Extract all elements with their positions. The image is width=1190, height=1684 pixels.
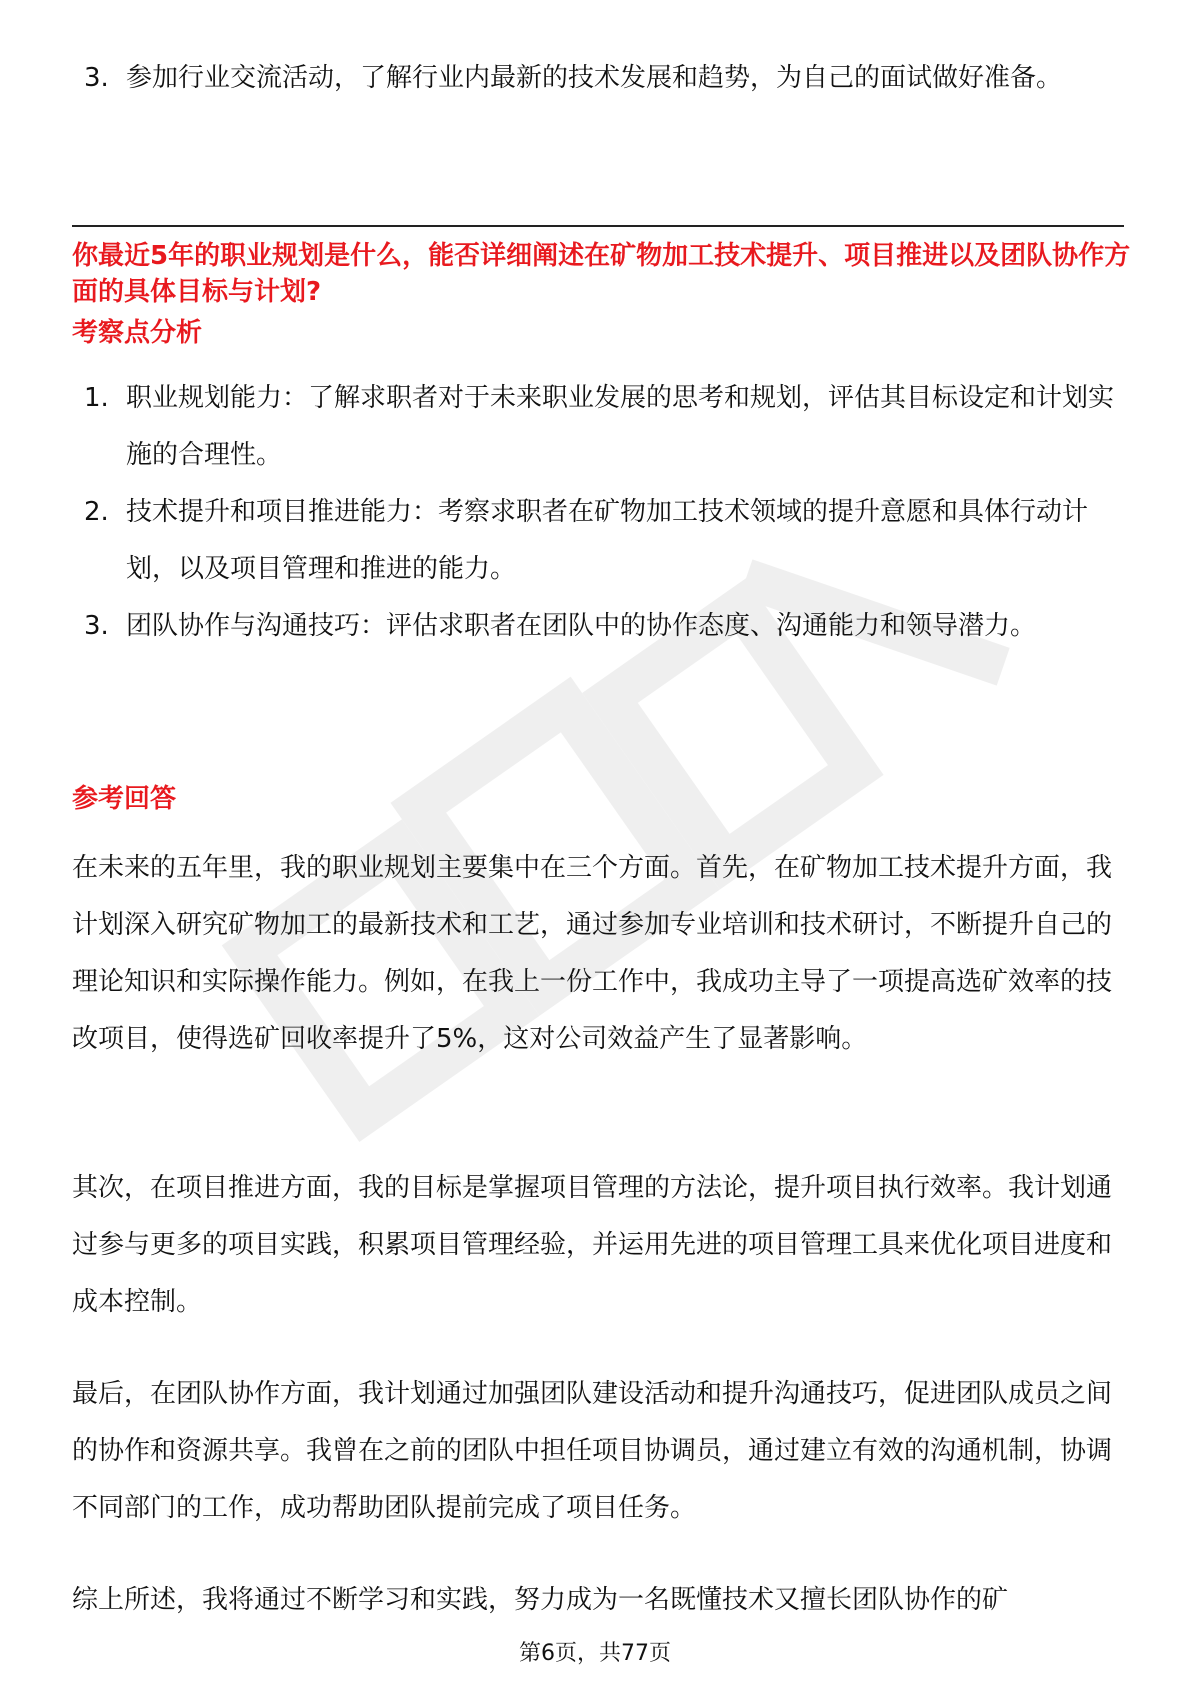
- answer-paragraph: 最后，在团队协作方面，我计划通过加强团队建设活动和提升沟通技巧，促进团队成员之间的协作和资源共享。我曾在之前的团队中担任项目协调员，通过建立有效的沟通机制，协调不同部门的工作，成功帮助团队提前完成了项目任务。: [72, 1379, 1113, 1523]
- answer-paragraph: 在未来的五年里，我的职业规划主要集中在三个方面。首先，在矿物加工技术提升方面，我计划深入研究矿物加工的最新技术和工艺，通过参加专业培训和技术研讨，不断提升自己的理论知识和实际操作能力。例如，在我上一份工作中，我成功主导了一项提高选矿效率的技改项目，使得选矿回收率提升了5%，这对公司效益产生了显著影响。: [72, 853, 1113, 1054]
- list-item-text: 技术提升和项目推进能力：考察求职者在矿物加工技术领域的提升意愿和具体行动计划，以及项目管理和推进的能力。: [126, 497, 1089, 584]
- list-item: [84, 598, 1124, 655]
- list-item-number: 2.: [84, 497, 109, 527]
- question-heading: 你最近5年的职业规划是什么，能否详细阐述在矿物加工技术提升、项目推进以及团队协作方面的具体目标与计划?: [72, 241, 1131, 307]
- list-item-text: 参加行业交流活动，了解行业内最新的技术发展和趋势，为自己的面试做好准备。: [126, 63, 1063, 93]
- analysis-title: 考察点分析: [72, 318, 203, 348]
- list-item-number: 3.: [84, 63, 109, 93]
- page-number: 第6页，共77页: [519, 1641, 671, 1666]
- section-divider: [72, 225, 1124, 227]
- list-item: [84, 484, 1124, 598]
- answer-paragraph: 其次，在项目推进方面，我的目标是掌握项目管理的方法论，提升项目执行效率。我计划通过参与更多的项目实践，积累项目管理经验，并运用先进的项目管理工具来优化项目进度和成本控制。: [72, 1173, 1113, 1317]
- answer-paragraph: 综上所述，我将通过不断学习和实践，努力成为一名既懂技术又擅长团队协作的矿: [72, 1585, 1009, 1615]
- list-item-text: 团队协作与沟通技巧：评估求职者在团队中的协作态度、沟通能力和领导潜力。: [126, 611, 1037, 641]
- list-item-number: 1.: [84, 383, 109, 413]
- list-item: [84, 50, 1124, 107]
- list-item: [84, 370, 1124, 484]
- top-list: [84, 50, 1124, 107]
- analysis-list: [84, 370, 1124, 655]
- list-item-text: 职业规划能力：了解求职者对于未来职业发展的思考和规划，评估其目标设定和计划实施的合理性。: [126, 383, 1115, 470]
- list-item-number: 3.: [84, 611, 109, 641]
- answer-title: 参考回答: [72, 784, 177, 814]
